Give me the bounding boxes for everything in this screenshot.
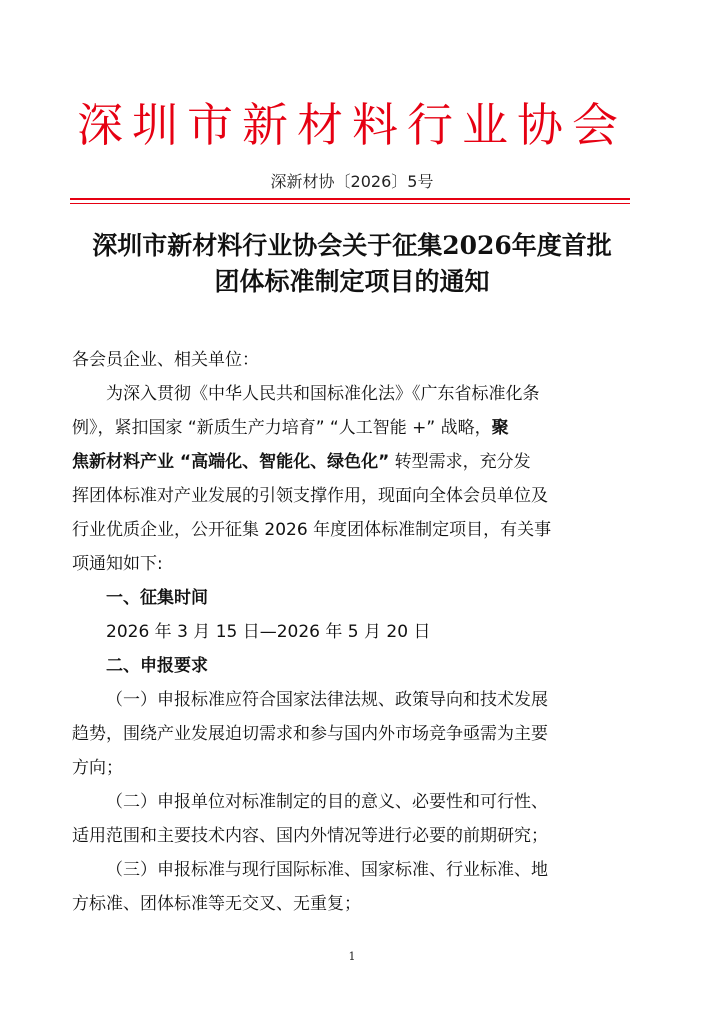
section-2-heading: 二、申报要求 xyxy=(106,656,208,676)
intro-line-4: 挥团体标准对产业发展的引领支撑作用，现面向全体会员单位及 xyxy=(72,486,548,506)
page-number: 1 xyxy=(348,950,356,963)
salutation: 各会员企业、相关单位： xyxy=(72,350,259,370)
intro-line-6: 项通知如下: xyxy=(72,554,163,574)
intro-line-3 xyxy=(72,447,531,477)
intro-line-2-bold: 聚 xyxy=(491,418,509,438)
document-title xyxy=(60,228,644,300)
title-line-1: 深圳市新材料行业协会关于征集2026年度首批 xyxy=(92,231,612,260)
requirement-1-line-3: 方向； xyxy=(72,758,123,778)
requirement-1-line-2: 趋势，围绕产业发展迫切需求和参与国内外市场竞争亟需为主要 xyxy=(72,724,548,744)
section-1-heading: 一、征集时间 xyxy=(106,588,208,608)
requirement-1-line-1: （一）申报标准应符合国家法律法规、政策导向和技术发展 xyxy=(106,690,548,710)
intro-line-3-text: 转型需求，充分发 xyxy=(389,452,531,472)
document-number: 深新材协〔2026〕5号 xyxy=(270,172,434,191)
title-line-2: 团体标准制定项目的通知 xyxy=(214,267,490,296)
requirement-3-line-2: 方标准、团体标准等无交叉、无重复； xyxy=(72,894,361,914)
requirement-2-line-1: （二）申报单位对标准制定的目的意义、必要性和可行性、 xyxy=(106,792,548,812)
red-rule-thin xyxy=(70,203,630,204)
intro-line-2 xyxy=(72,413,509,443)
intro-line-2-text: 例》，紧扣国家 “新质生产力培育” “人工智能 +” 战略， xyxy=(72,418,492,438)
intro-line-3-bold: 焦新材料产业 “高端化、智能化、绿色化” xyxy=(72,452,390,472)
issuing-organization-header: 深圳市新材料行业协会 xyxy=(77,98,627,152)
intro-line-1: 为深入贯彻《中华人民共和国标准化法》《广东省标准化条 xyxy=(106,384,540,404)
section-1-text: 2026 年 3 月 15 日—2026 年 5 月 20 日 xyxy=(106,622,431,642)
red-rule-thick xyxy=(70,198,630,200)
intro-line-5: 行业优质企业，公开征集 2026 年度团体标准制定项目，有关事 xyxy=(72,520,552,540)
requirement-2-line-2: 适用范围和主要技术内容、国内外情况等进行必要的前期研究； xyxy=(72,826,548,846)
requirement-3-line-1: （三）申报标准与现行国际标准、国家标准、行业标准、地 xyxy=(106,860,548,880)
